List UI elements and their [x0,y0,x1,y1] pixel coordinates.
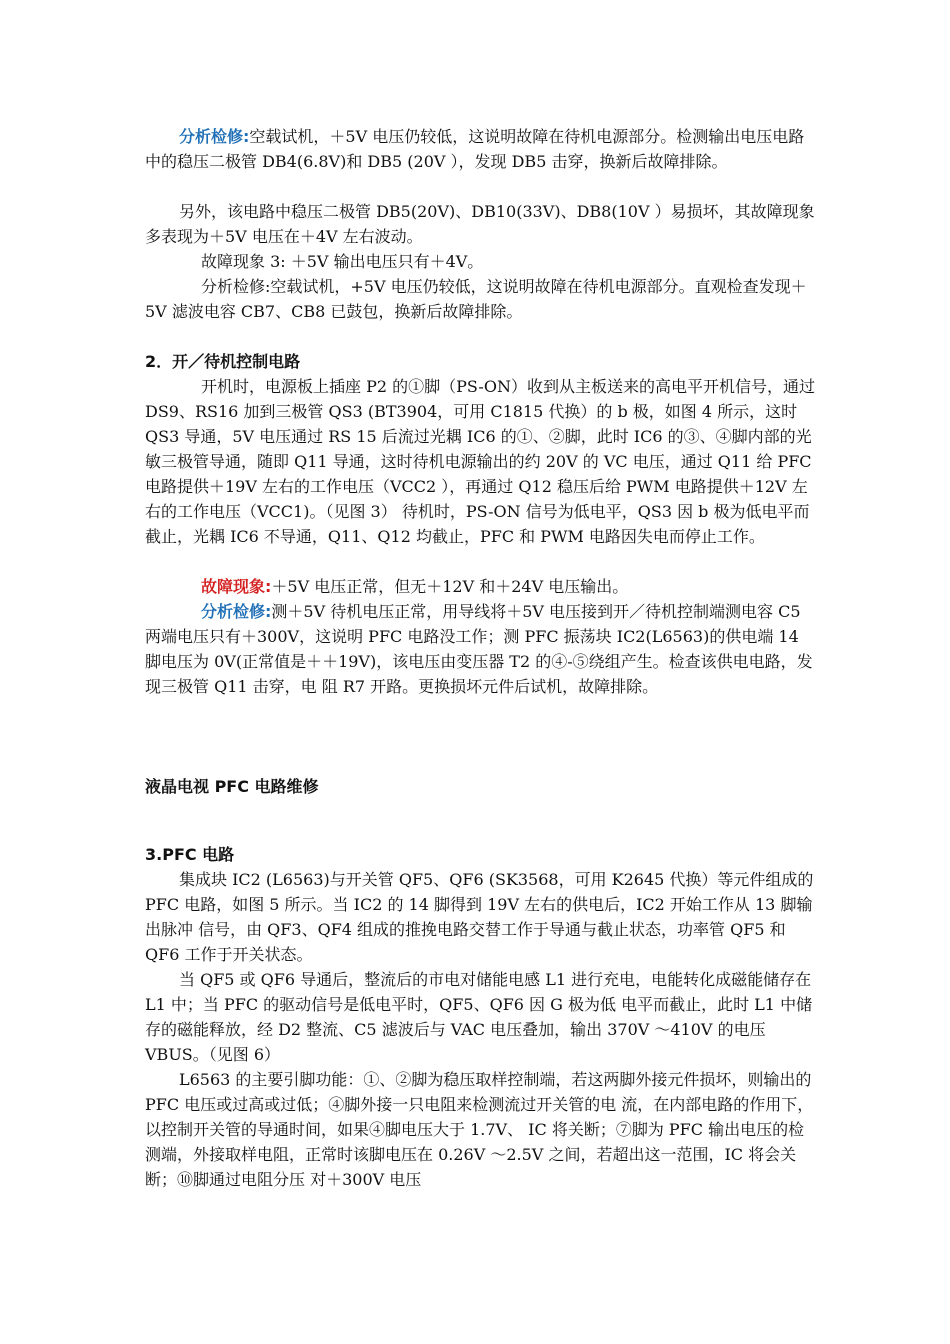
section-3-heading: 3.PFC 电路 [145,845,235,864]
paragraph-standby-control: 开机时，电源板上插座 P2 的①脚（PS-ON）收到从主板送来的高电平开机信号，通过 DS9、RS16 加到三极管 QS3 (BT3904，可用 C1815 代换）的 b 极，如图 4 所示，这时 QS3 导通，5V 电压通过 RS 15 后流过光耦 IC6 的①、②脚，此时 IC6 的③、④脚内部的光敏三极管导通，随即 Q11 导通，这时待机电源输出的约 20V 的 VC 电压，通过 Q11 给 PFC 电路提供＋19V 左右的工作电压（VCC2 ），再通过 Q12 稳压后给 PWM 电路提供＋12V 左右的工作电压（VCC1)。（见图 3） 待机时，PS-ON 信号为低电平，QS3 因 b 极为低电平而截止，光耦 IC6 不导通，Q11、Q12 均截止，PFC 和 PWM 电路因失电而停止工作。 [145,377,815,546]
paragraph-pfc-operation: 当 QF5 或 QF6 导通后，整流后的市电对储能电感 L1 进行充电，电能转化成磁能储存在 L1 中；当 PFC 的驱动信号是低电平时，QF5、QF6 因 G 极为低 电平而截止，此时 L1 中储存的磁能释放，经 D2 整流、C5 滤波后与 VAC 电压叠加，输出 370V ～410V 的电压 VBUS。（见图 6） [145,970,813,1064]
paragraph-analysis-1: 分析检修:空载试机，＋5V 电压仍较低，这说明故障在待机电源部分。检测输出电压电路中的稳压二极管 DB4(6.8V)和 DB5 (20V ），发现 DB5 击穿，换新后故障排除。 [145,127,805,171]
paragraph-fault-3: 故障现象 3: ＋5V 输出电压只有＋4V。 [201,252,484,271]
analysis-label: 分析检修: [179,127,250,146]
paragraph-analysis-3: 分析检修:测＋5V 待机电压正常，用导线将＋5V 电压接到开／待机控制端测电容 C5 两端电压只有＋300V，这说明 PFC 电路没工作；测 PFC 振荡块 IC2(L6563)的供电端 14 脚电压为 0V(正常值是＋＋19V)，该电压由变压器 T2 的④-⑤绕组产生。检查该供电电路，发现三极管 Q11 击穿，电 阻 R7 开路。更换损坏元件后试机，故障排除。 [145,602,813,696]
section-2-heading: 2．开／待机控制电路 [145,352,301,371]
fault-label: 故障现象: [201,577,272,596]
paragraph-zener-note: 另外，该电路中稳压二极管 DB5(20V)、DB10(33V)、DB8(10V ）易损坏，其故障现象多表现为＋5V 电压在＋4V 左右波动。 [145,202,815,246]
analysis-label: 分析检修: [201,602,272,621]
paragraph-pfc-intro: 集成块 IC2 (L6563)与开关管 QF5、QF6 (SK3568，可用 K2645 代换）等元件组成的 PFC 电路，如图 5 所示。当 IC2 的 14 脚得到 19V 左右的供电后，IC2 开始工作从 13 脚输出脉冲 信号，由 QF3、QF4 组成的推挽电路交替工作于导通与截止状态，功率管 QF5 和 QF6 工作于开关状态。 [145,870,814,964]
paragraph-l6563-pins: L6563 的主要引脚功能：①、②脚为稳压取样控制端，若这两脚外接元件损坏，则输出的 PFC 电压或过高或过低；④脚外接一只电阻来检测流过开关管的电 流，在内部电路的作用下，以控制开关管的导通时间，如果④脚电压大于 1.7V、 IC 将关断；⑦脚为 PFC 输出电压的检测端，外接取样电阻，正常时该脚电压在 0.26V ～2.5V 之间，若超出这一范围，IC 将会关断；⑩脚通过电阻分压 对＋300V 电压 [145,1070,814,1189]
document-title: 液晶电视 PFC 电路维修 [145,777,319,796]
paragraph-analysis-2: 分析检修:空载试机，+5V 电压仍较低，这说明故障在待机电源部分。直观检查发现＋5V 滤波电容 CB7、CB8 已鼓包，换新后故障排除。 [145,277,807,321]
paragraph-fault: 故障现象:＋5V 电压正常，但无＋12V 和＋24V 电压输出。 [201,577,629,596]
